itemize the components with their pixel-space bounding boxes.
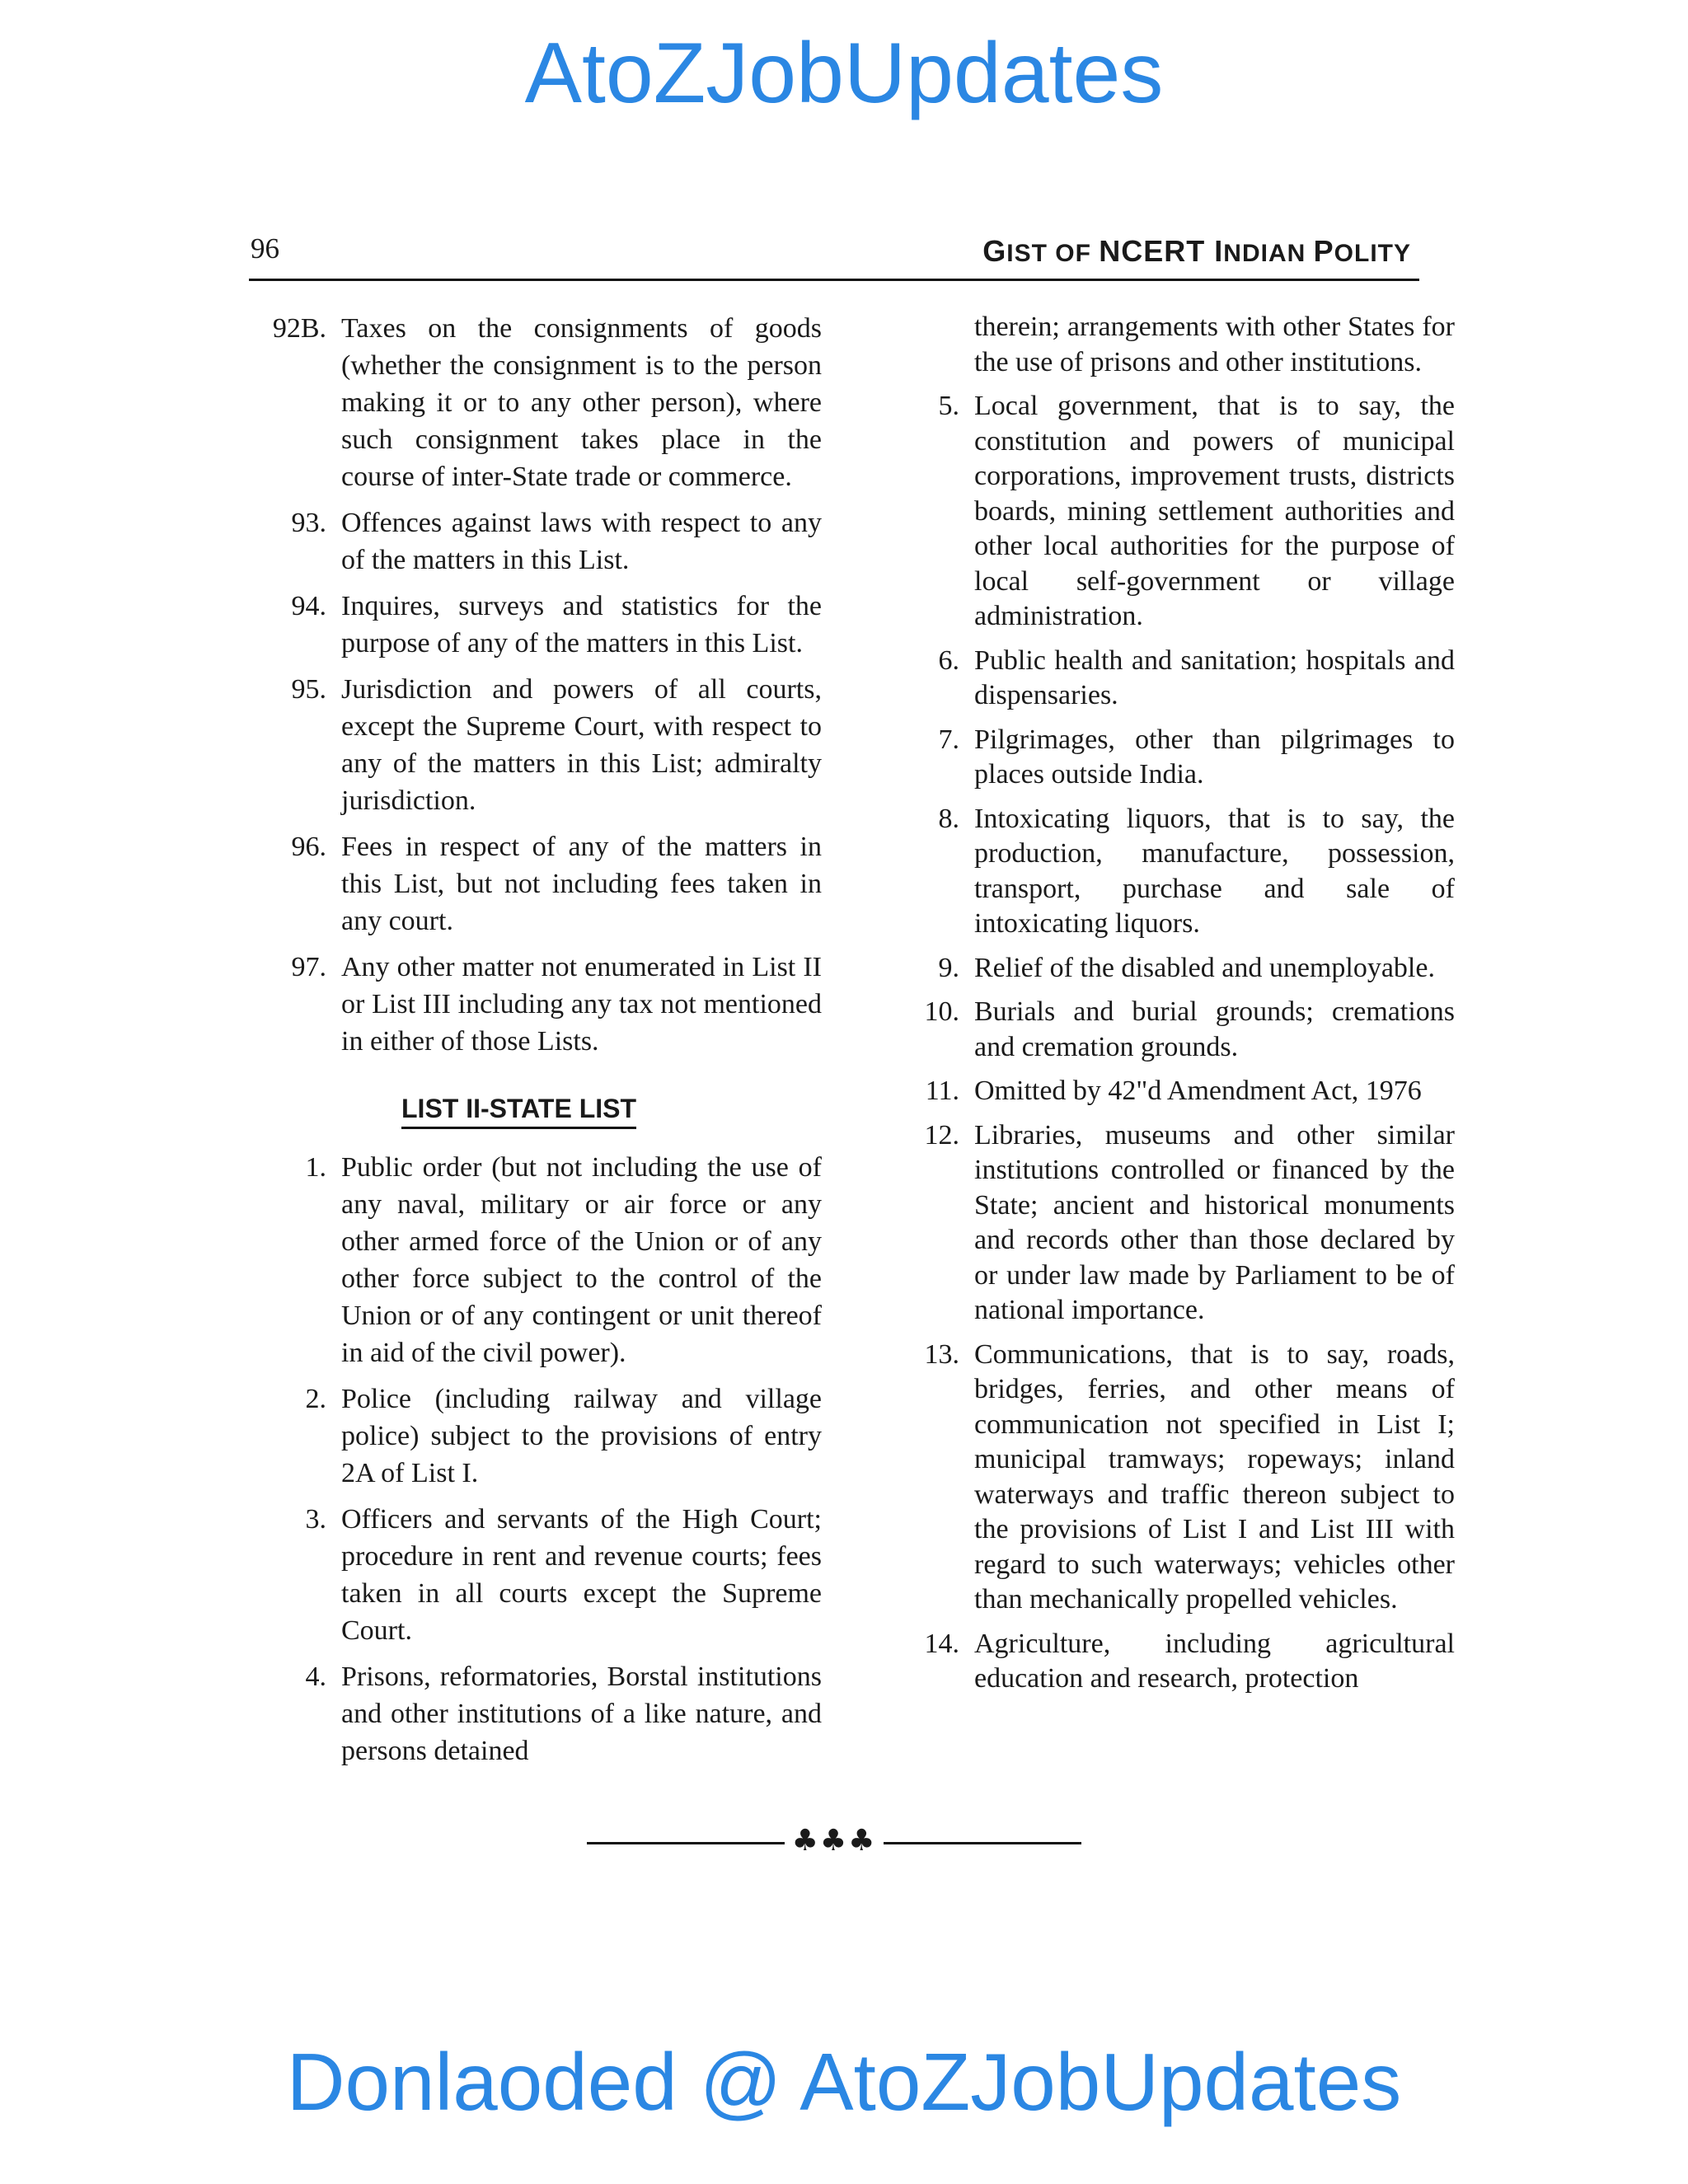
list-item: 13. Communications, that is to say, roads, bridges, ferries, and other means of communication not specified in List I; municipal tramways; ropeways; inland waterways and traffic thereon subject to the provisions of List I and List III with regard to such waterways; vehicles other than mechanically propelled vehicles. xyxy=(924,1338,1455,1615)
left-column xyxy=(257,310,822,1779)
list-item: 1. Public order (but not including the use of any naval, military or air force or any other armed force of the Union or of any other force subject to the control of the Union or of any contingent or unit thereof in aid of the civil power). xyxy=(305,1152,822,1368)
list-item: 7. Pilgrimages, other than pilgrimages to places outside India. xyxy=(938,724,1455,790)
list-item: 93. Offences against laws with respect to any of the matters in this List. xyxy=(291,508,822,575)
list-item: 5. Local government, that is to say, the constitution and powers of municipal corporations, improvement trusts, districts boards, mining settlement authorities and other local authorities for the purpose of local self-government or village administration. xyxy=(938,391,1455,631)
page-number: 96 xyxy=(251,232,279,265)
list-item: 12. Libraries, museums and other similar institutions controlled or financed by the State; ancient and historical monuments and records other than those declared by or under law made by Parliament to be of national importance. xyxy=(924,1119,1455,1325)
list-item: 11. Omitted by 42"d Amendment Act, 1976 xyxy=(925,1076,1422,1106)
list-item: 95. Jurisdiction and powers of all courts, except the Supreme Court, with respect to any of the matters in this List; admiralty jurisdiction. xyxy=(291,674,822,816)
list-item: 96. Fees in respect of any of the matters in this List, but not including fees taken in any court. xyxy=(291,832,822,936)
list-item: 92B. Taxes on the consignments of goods (whether the consignment is to the person making it or to any other person), where such consignment takes place in the course of inter-State trade or commerce. xyxy=(272,313,822,492)
continued-text: therein; arrangements with other States for the use of prisons and other institutions. xyxy=(974,312,1455,377)
list-item: 10. Burials and burial grounds; cremations and cremation grounds. xyxy=(924,996,1455,1062)
list-item: 4. Prisons, reformatories, Borstal institutions and other institutions of a like nature, and persons detained xyxy=(305,1661,822,1766)
list-item: 2. Police (including railway and village police) subject to the provisions of entry 2A of List I. xyxy=(305,1384,822,1488)
list-item: 97. Any other matter not enumerated in List II or List III including any tax not mentioned in either of those Lists. xyxy=(291,952,822,1057)
list-item: 94. Inquires, surveys and statistics for the purpose of any of the matters in this List. xyxy=(291,591,822,658)
right-column xyxy=(890,310,1455,1706)
book-title: GIST OF NCERT INDIAN POLITY xyxy=(982,234,1411,268)
divider-left xyxy=(587,1842,785,1844)
watermark-top: AtoZJobUpdates xyxy=(524,26,1164,121)
list-item: 3. Officers and servants of the High Court; procedure in rent and revenue courts; fees taken in all courts except the Supreme Court. xyxy=(305,1504,822,1646)
footer-ornament xyxy=(587,1825,1081,1858)
list-item: 6. Public health and sanitation; hospitals and dispensaries. xyxy=(938,644,1455,710)
divider-right xyxy=(884,1842,1081,1844)
list-item: 8. Intoxicating liquors, that is to say, the production, manufacture, possession, transport, purchase and sale of intoxicating liquors. xyxy=(938,803,1455,939)
watermark-bottom: Donlaoded @ AtoZJobUpdates xyxy=(286,2036,1402,2127)
list-item: 14. Agriculture, including agricultural education and research, protection xyxy=(924,1628,1455,1694)
section-title: LIST II-STATE LIST xyxy=(401,1094,636,1129)
running-head xyxy=(249,229,1419,281)
clubs-icon: ♣♣♣ xyxy=(791,1824,877,1858)
list-item: 9. Relief of the disabled and unemployable. xyxy=(938,952,1435,983)
